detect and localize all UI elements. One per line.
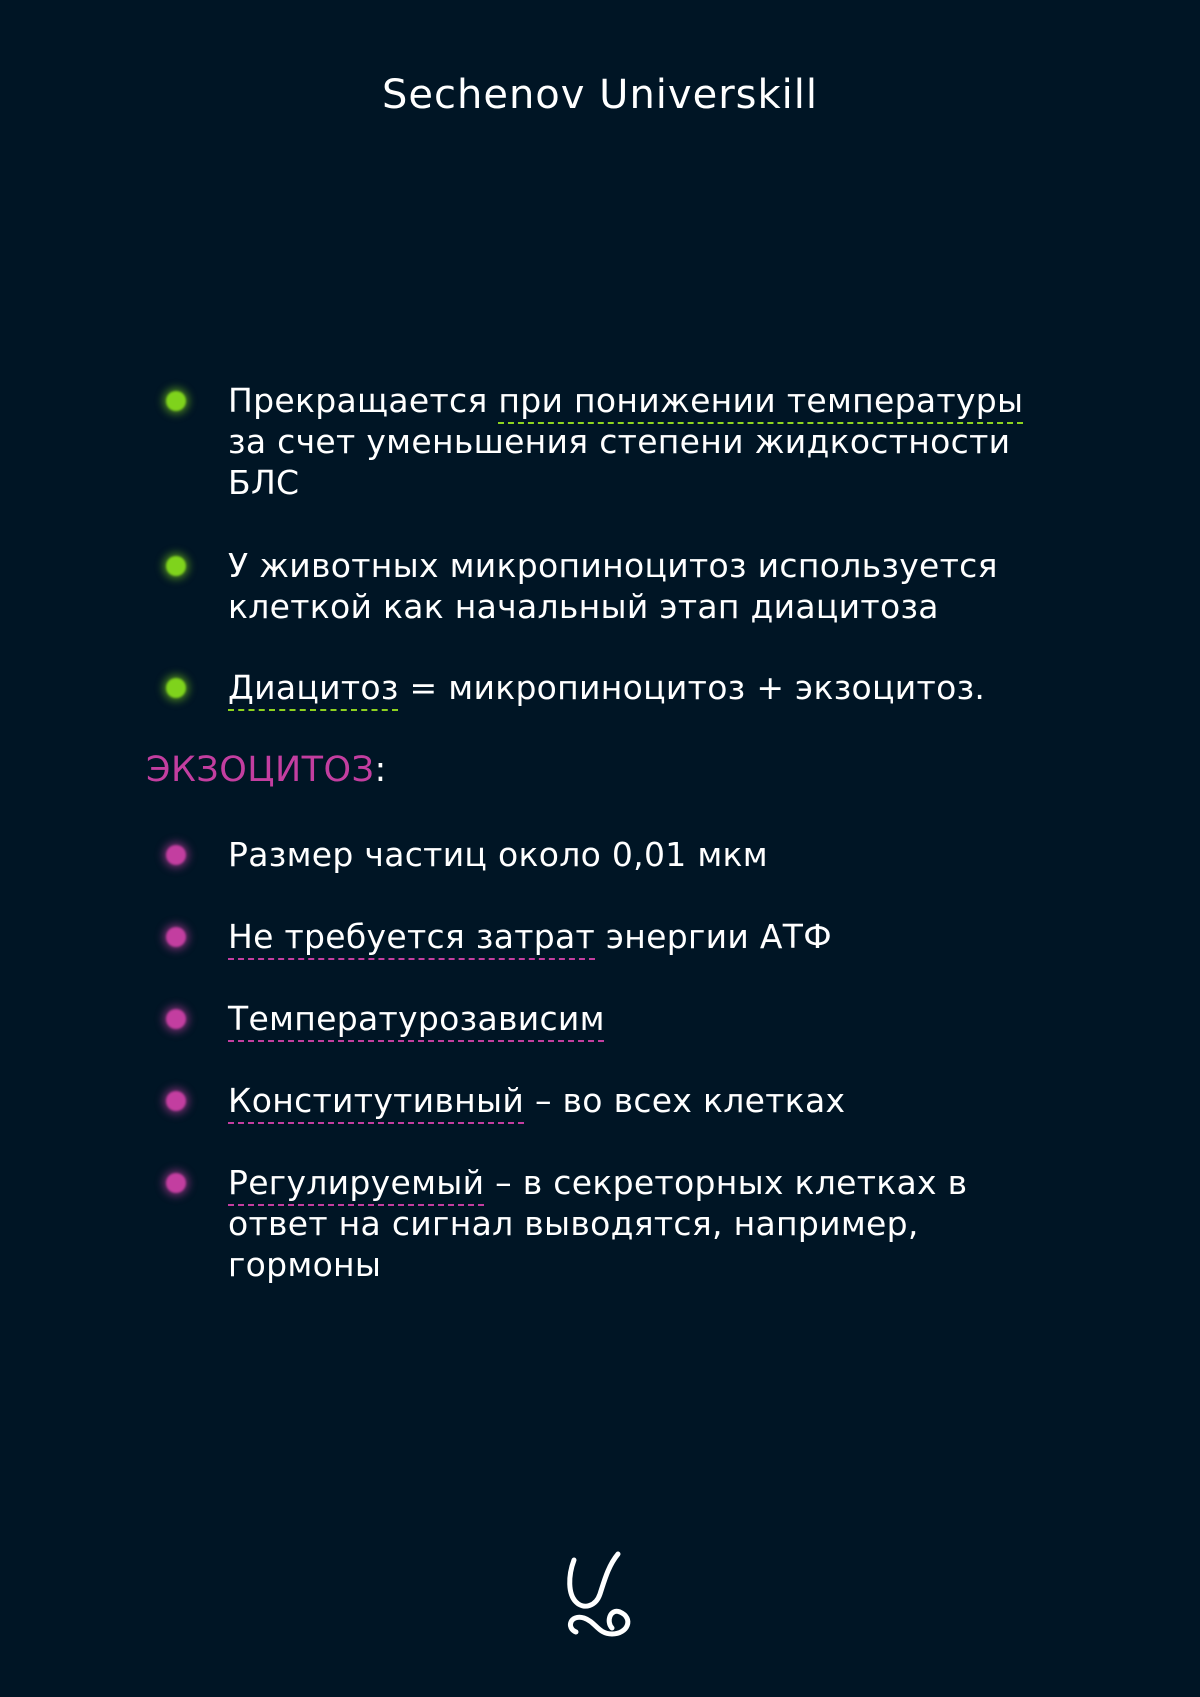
item-highlight: Диацитоз — [228, 668, 399, 707]
item-text-before: Прекращается — [228, 381, 499, 420]
pink-bullet-icon — [166, 1091, 186, 1111]
pinocytosis-list — [160, 380, 1060, 750]
page-title: Sechenov Universkill — [382, 72, 818, 118]
item-highlight: Регулируемый — [228, 1163, 485, 1202]
item-text-after: – во всех клетках — [524, 1081, 846, 1120]
item-text-after: энергии АТФ — [595, 917, 832, 956]
exocytosis-list — [160, 834, 1060, 1326]
pink-bullet-icon — [166, 845, 186, 865]
item-text-after: – в секреторных клетках в ответ на сигнал выводятся, например, гормоны — [228, 1163, 968, 1284]
item-text: У животных микропиноцитоз используется клеткой как начальный этап диацитоза — [228, 546, 998, 626]
green-bullet-icon — [166, 391, 186, 411]
list-item — [160, 1162, 1060, 1285]
pink-bullet-icon — [166, 1173, 186, 1193]
section-heading-exocytosis — [146, 750, 387, 790]
universkill-us-logo-icon — [562, 1550, 638, 1638]
list-item — [160, 998, 1060, 1039]
list-item — [160, 916, 1060, 957]
list-item — [160, 667, 1060, 708]
item-text: Размер частиц около 0,01 мкм — [228, 835, 768, 874]
list-item — [160, 1080, 1060, 1121]
section-heading-label: ЭКЗОЦИТОЗ — [146, 750, 375, 790]
list-item — [160, 834, 1060, 875]
green-bullet-icon — [166, 556, 186, 576]
list-item — [160, 380, 1060, 503]
item-highlight: Температурозависим — [228, 999, 605, 1038]
item-text-after: за счет уменьшения степени жидкостности БЛС — [228, 422, 1011, 502]
pink-bullet-icon — [166, 927, 186, 947]
item-highlight: Конститутивный — [228, 1081, 525, 1120]
pink-bullet-icon — [166, 1009, 186, 1029]
green-bullet-icon — [166, 678, 186, 698]
section-heading-colon: : — [374, 750, 387, 790]
list-item — [160, 545, 1060, 627]
item-highlight: Не требуется затрат — [228, 917, 596, 956]
item-text-after: = микропиноцитоз + экзоцитоз. — [398, 668, 986, 707]
item-highlight: при понижении температуры — [498, 381, 1024, 420]
